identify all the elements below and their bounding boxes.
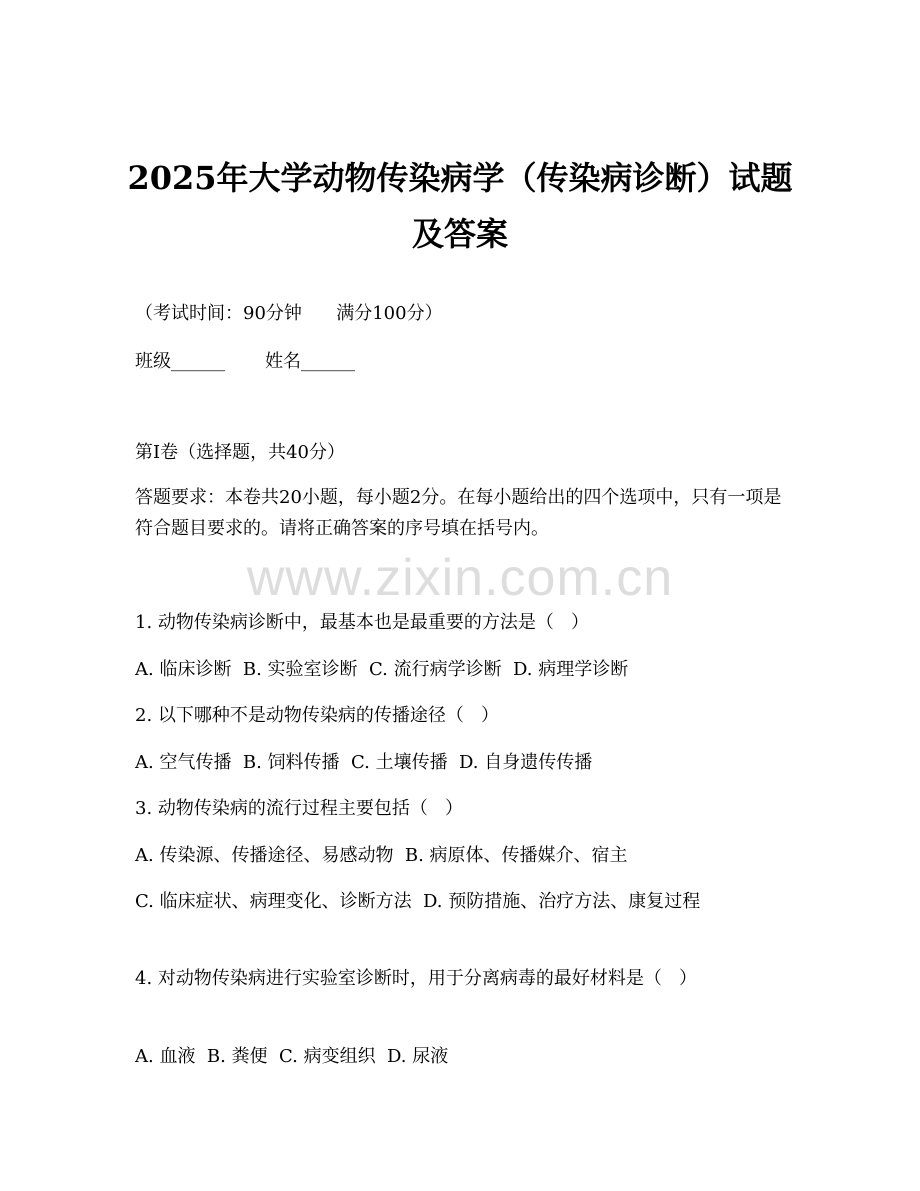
question-4-stem: 4. 对动物传染病进行实验室诊断时，用于分离病毒的最好材料是（ ） <box>135 968 698 989</box>
question-4-options: A. 血液 B. 粪便 C. 病变组织 D. 尿液 <box>135 1046 449 1067</box>
exam-info: （考试时间：90分钟 满分100分） <box>135 303 443 324</box>
question-3-options-ab: A. 传染源、传播途径、易感动物 B. 病原体、传播媒介、宿主 <box>135 845 628 866</box>
question-2-options: A. 空气传播 B. 饲料传播 C. 土壤传播 D. 自身遗传传播 <box>135 752 593 773</box>
question-1-options: A. 临床诊断 B. 实验室诊断 C. 流行病学诊断 D. 病理学诊断 <box>135 659 629 680</box>
watermark: www.zixin.com.cn <box>246 549 674 607</box>
section-header: 第I卷（选择题，共40分） <box>135 442 346 463</box>
question-3-stem: 3. 动物传染病的流行过程主要包括（ ） <box>135 798 464 819</box>
instructions: 答题要求：本卷共20小题，每小题2分。在每小题给出的四个选项中，只有一项是符合题目要求的。请将正确答案的序号填在括号内。 <box>135 487 782 539</box>
question-3-options-cd: C. 临床症状、病理变化、诊断方法 D. 预防措施、治疗方法、康复过程 <box>135 891 701 912</box>
question-2-stem: 2. 以下哪种不是动物传染病的传播途径（ ） <box>135 705 500 726</box>
class-name-fields: 班级______ 姓名______ <box>135 351 356 372</box>
document-title: 2025年大学动物传染病学（传染病诊断）试题及答案 <box>127 159 793 253</box>
question-1-stem: 1. 动物传染病诊断中，最基本也是最重要的方法是（ ） <box>135 612 590 633</box>
